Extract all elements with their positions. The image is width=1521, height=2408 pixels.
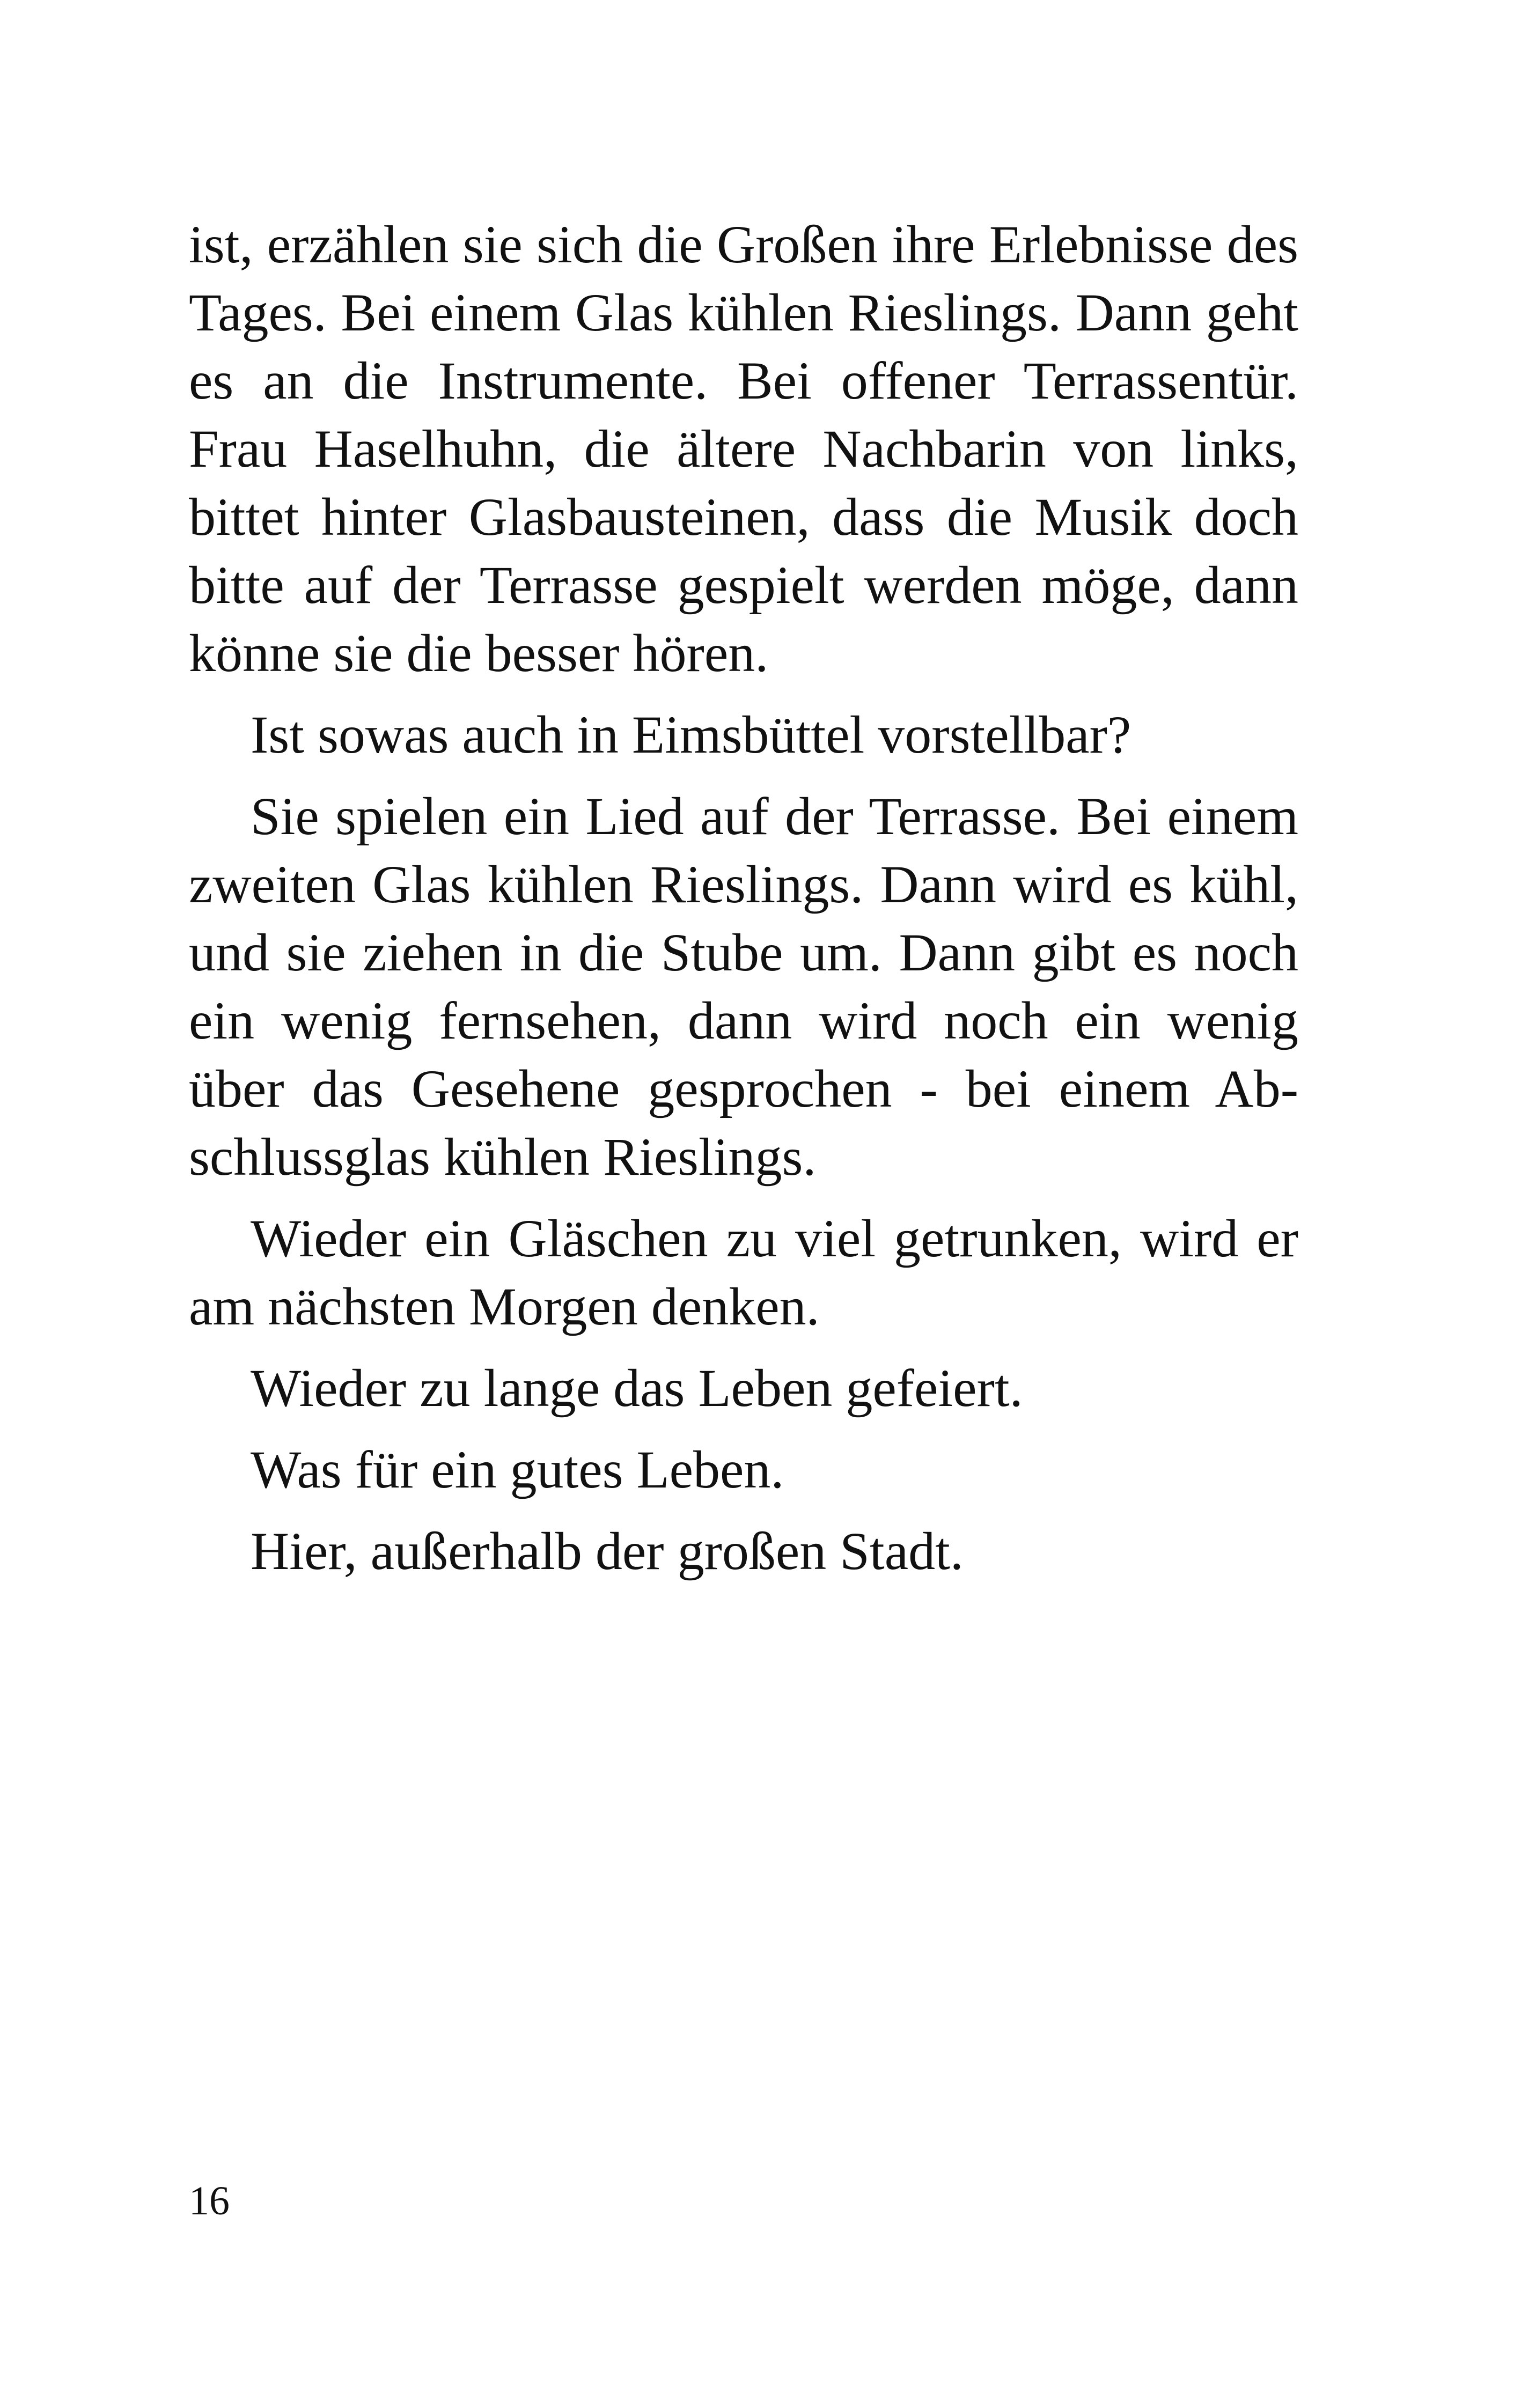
paragraph-4	[189, 1204, 1298, 1341]
text-line: über das Gesehene gesprochen - bei einem Ab-	[189, 1059, 1298, 1118]
text-line: am nächsten Morgen denken.	[189, 1277, 820, 1336]
text-line: Ist sowas auch in Eimsbüttel vorstellbar?	[251, 705, 1131, 764]
paragraph-7	[189, 1517, 1298, 1585]
text-line: ein wenig fernsehen, dann wird noch ein wenig	[189, 991, 1298, 1050]
page-number: 16	[189, 2178, 230, 2223]
text-line: ist, erzählen sie sich die Großen ihre Erlebnisse des	[189, 215, 1298, 274]
text-line: Wieder zu lange das Leben gefeiert.	[251, 1358, 1023, 1418]
text-line: könne sie die besser hören.	[189, 623, 769, 683]
text-line: Frau Haselhuhn, die ältere Nachbarin von links,	[189, 419, 1298, 478]
paragraph-3	[189, 782, 1298, 1191]
paragraph-5	[189, 1354, 1298, 1422]
text-line: Tages. Bei einem Glas kühlen Rieslings. Dann geht	[189, 283, 1298, 342]
paragraph-1	[189, 210, 1298, 687]
text-line: bitte auf der Terrasse gespielt werden möge, dann	[189, 555, 1298, 615]
paragraph-2	[189, 701, 1298, 769]
text-line: schlussglas kühlen Rieslings.	[189, 1127, 817, 1187]
body-text	[189, 210, 1298, 1599]
text-line: Wieder ein Gläschen zu viel getrunken, wird er	[251, 1209, 1298, 1268]
paragraph-6	[189, 1435, 1298, 1504]
text-line: Hier, außerhalb der großen Stadt.	[251, 1521, 964, 1581]
text-line: Sie spielen ein Lied auf der Terrasse. Bei einem	[251, 786, 1298, 846]
text-line: Was für ein gutes Leben.	[251, 1440, 784, 1499]
text-line: und sie ziehen in die Stube um. Dann gibt es noch	[189, 923, 1298, 982]
text-line: es an die Instrumente. Bei offener Terrassentür.	[189, 351, 1298, 410]
text-line: bittet hinter Glasbausteinen, dass die Musik doch	[189, 487, 1298, 547]
text-line: zweiten Glas kühlen Rieslings. Dann wird es kühl,	[189, 855, 1298, 914]
